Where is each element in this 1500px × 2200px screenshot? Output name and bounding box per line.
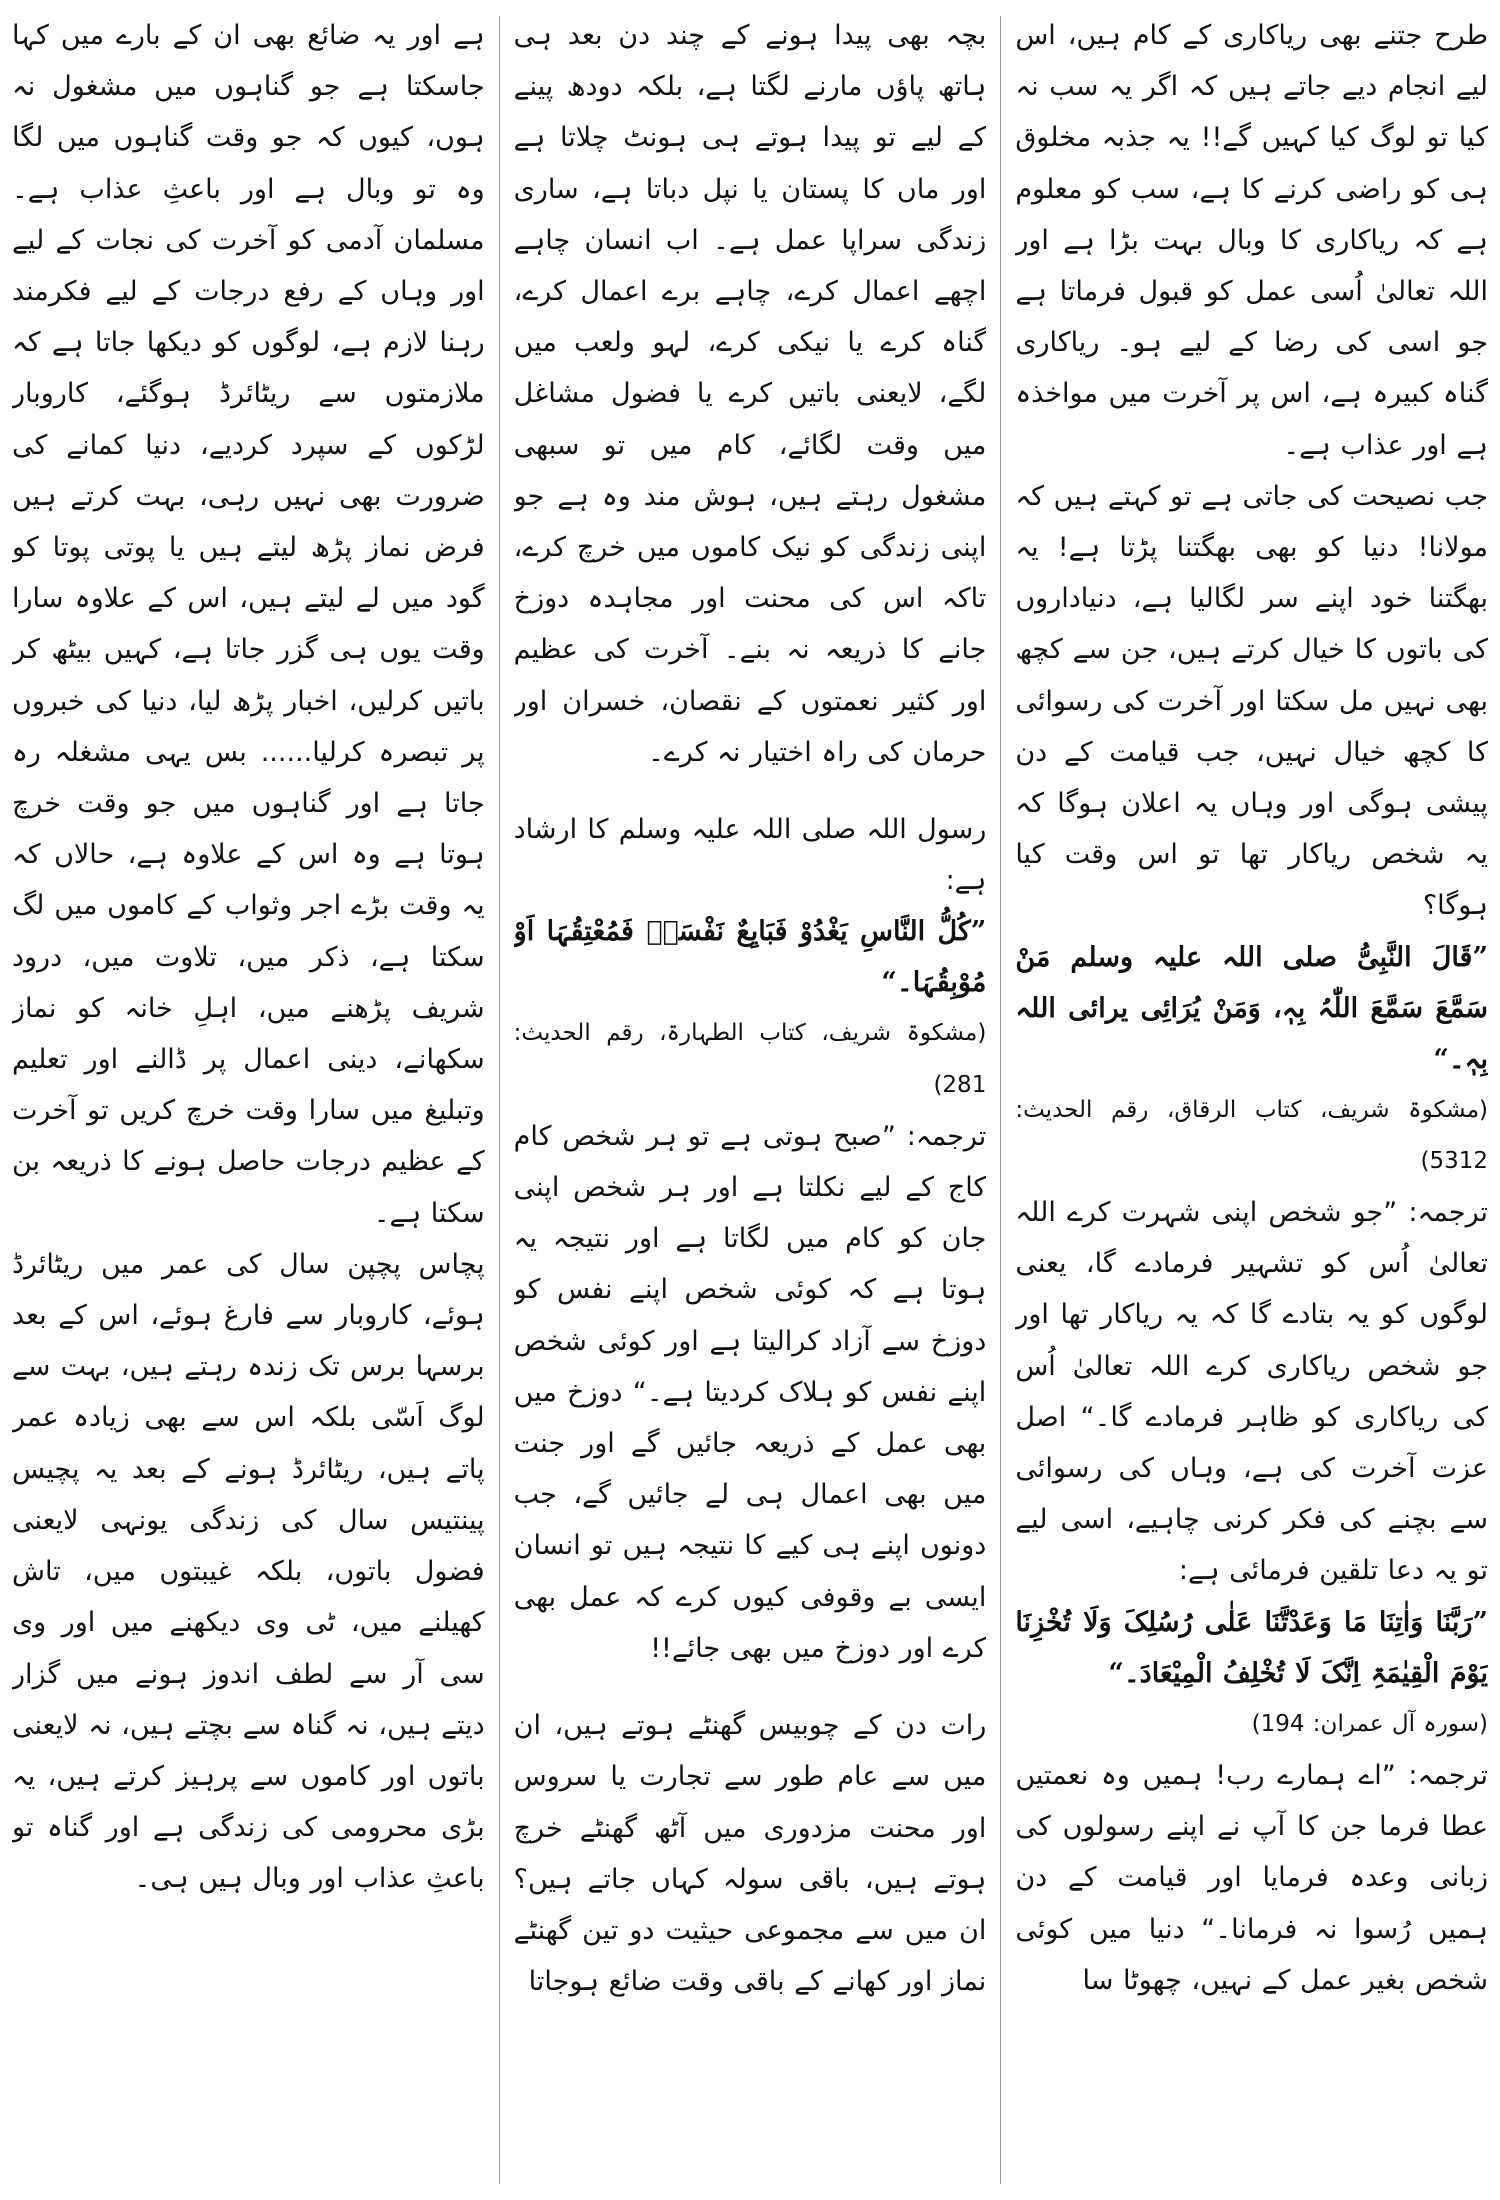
column-divider [499,16,500,2184]
column-right [1015,10,1488,2190]
paragraph: جب نصیحت کی جاتی ہے تو کہتے ہیں کہ مولانا! دنیا کو بھی بھگتنا پڑتا ہے! یہ بھگتنا خود اپنے سر لگالیا ہے، دنیاداروں کی باتوں کا خیال کرتے ہیں، جن سے کچھ بھی نہیں مل سکتا اور آخرت کی رسوائی کا کچھ خیال نہیں، جب قیامت کے دن پیشی ہوگی اور وہاں یہ اعلان ہوگا کہ یہ شخص ریاکار تھا تو اس وقت کیا ہوگا؟ [1015,480,1488,922]
paragraph: رسول اللہ صلی اللہ علیہ وسلم کا ارشاد ہے: [513,814,987,897]
column-divider [1000,16,1001,2184]
paragraph: ترجمہ: ”صبح ہوتی ہے تو ہر شخص کام کاج کے لیے نکلتا ہے اور ہر شخص اپنی جان کو کام میں لگاتا ہے اور نتیجہ یہ ہوتا ہے کہ کوئی شخص اپنے نفس کو دوزخ سے آزاد کرالیتا ہے اور کوئی شخص اپنے نفس کو ہلاک کردیتا ہے۔“ دوزخ میں بھی عمل کے ذریعہ جائیں گے اور جنت میں بھی اعمال ہی لے جائیں گے، جب دونوں اپنے ہی کیے کا نتیجہ ہیں تو انسان ایسی بے وقوفی کیوں کرے کہ عمل بھی کرے اور دوزخ میں بھی جائے!! [513,1120,987,1664]
paragraph: ترجمہ: ”اے ہمارے رب! ہمیں وہ نعمتیں عطا فرما جن کا آپ نے اپنے رسولوں کی زبانی وعدہ فرمایا اور قیامت کے دن ہمیں رُسوا نہ فرمانا۔“ دنیا میں کوئی شخص بغیر عمل کے نہیں، چھوٹا سا [1015,1759,1488,1996]
paragraph: بچہ بھی پیدا ہونے کے چند دن بعد ہی ہاتھ پاؤں مارنے لگتا ہے، بلکہ دودھ پینے کے لیے تو پیدا ہوتے ہی ہونٹ چلاتا ہے اور ماں کا پستان یا نپل دباتا ہے، ساری زندگی سراپا عمل ہے۔ اب انسان چاہے اچھے اعمال کرے، چاہے برے اعمال کرے، گناہ کرے یا نیکی کرے، لہو ولعب میں لگے، لایعنی باتیں کرے یا فضول مشاغل میں وقت لگائے، کام میں تو سبھی مشغول رہتے ہیں، ہوش مند وہ ہے جو اپنی زندگی کو نیک کاموں میں خرچ کرے، تاکہ اس کی محنت اور مجاہدہ دوزخ جانے کا ذریعہ نہ بنے۔ آخرت کی عظیم اور کثیر نعمتوں کے نقصان، خسران اور حرمان کی راہ اختیار نہ کرے۔ [513,20,987,768]
paragraph: پچاس پچپن سال کی عمر میں ریٹائرڈ ہوئے، کاروبار سے فارغ ہوئے، اس کے بعد برسہا برس تک زندہ رہتے ہیں، بہت سے لوگ اَسّی بلکہ اس سے بھی زیادہ عمر پاتے ہیں، ریٹائرڈ ہونے کے بعد یہ پچیس پینتیس سال کی زندگی یونہی لایعنی فضول باتوں، بلکہ غیبتوں میں، تاش کھیلنے میں، ٹی وی دیکھنے میں اور وی سی آر سے لطف اندوز ہونے میں گزار دیتے ہیں، نہ گناہ سے بچتے ہیں، نہ لایعنی باتوں اور کاموں سے پرہیز کرتے ہیں، یہ بڑی محرومی کی زندگی ہے اور گناہ تو باعثِ عذاب اور وبال ہیں ہی۔ [11,1248,485,1895]
spacer [514,778,987,804]
reference: (مشکوۃ شریف، کتاب الطہارۃ، رقم الحدیث: 281) [513,1020,987,1098]
paragraph: ترجمہ: ”جو شخص اپنی شہرت کرے اللہ تعالیٰ اُس کو تشہیر فرمادے گا، یعنی لوگوں کو یہ بتادے گا کہ یہ ریاکار تھا اور جو شخص ریاکاری کرے اللہ تعالیٰ اُس کی ریاکاری کو ظاہر فرمادے گا۔“ اصل عزت آخرت کی ہے، وہاں کی رسوائی سے بچنے کی فکر کرنی چاہیے، اسی لیے تو یہ دعا تلقین فرمائی ہے: [1015,1197,1488,1587]
paragraph: رات دن کے چوبیس گھنٹے ہوتے ہیں، ان میں سے عام طور سے تجارت یا سروس اور محنت مزدوری میں آٹھ گھنٹے خرچ ہوتے ہیں، باقی سولہ کہاں جاتے ہیں؟ ان میں سے مجموعی حیثیت دو تین گھنٹے نماز اور کھانے کے باقی وقت ضائع ہوجاتا [513,1710,987,1998]
column-middle [514,10,987,2190]
spacer [514,1674,987,1700]
paragraph: طرح جتنے بھی ریاکاری کے کام ہیں، اس لیے انجام دیے جاتے ہیں کہ اگر یہ سب نہ کیا تو لوگ کیا کہیں گے!! یہ جذبہ مخلوق ہی کو راضی کرنے کا ہے، سب کو معلوم ہے کہ ریاکاری کا وبال بہت بڑا ہے اور اللہ تعالیٰ اُسی عمل کو قبول فرماتا ہے جو اسی کی رضا کے لیے ہو۔ ریاکاری گناہ کبیرہ ہے، اس پر آخرت میں مواخذہ ہے اور عذاب ہے۔ [1015,20,1488,461]
arabic-verse: ”رَبَّنَا وَاٰتِنَا مَا وَعَدْتَّنَا عَلٰی رُسُلِکَ وَلَا تُخْزِنَا یَوْمَ الْقِیٰمَۃِ اِنَّکَ لَا تُخْلِفُ الْمِیْعَادَ۔“ [1015,1606,1488,1689]
reference: (مشکوۃ شریف، کتاب الرقاق، رقم الحدیث: 5312) [1015,1096,1488,1174]
arabic-hadith: ”کُلُّ النَّاسِ یَغْدُوْ فَبَایِعٌ نَفْسَہٗ فَمُعْتِقُہَا اَوْ مُوْبِقُہَا۔“ [513,916,987,999]
paragraph: ہے اور یہ ضائع بھی ان کے بارے میں کہا جاسکتا ہے جو گناہوں میں مشغول نہ ہوں، کیوں کہ جو وقت گناہوں میں لگا وہ تو وبال ہے اور باعثِ عذاب ہے۔ مسلمان آدمی کو آخرت کی نجات کے لیے اور وہاں کے رفع درجات کے لیے فکرمند رہنا لازم ہے، لوگوں کو دیکھا جاتا ہے کہ ملازمتوں سے ریٹائرڈ ہوگئے، کاروبار لڑکوں کے سپرد کردیے، دنیا کمانے کی ضرورت بھی نہیں رہی، بہت کرتے ہیں فرض نماز پڑھ لیتے ہیں یا پوتی پوتا کو گود میں لے لیتے ہیں، اس کے علاوہ سارا وقت یوں ہی گزر جاتا ہے، کہیں بیٹھ کر باتیں کرلیں، اخبار پڑھ لیا، دنیا کی خبروں پر تبصرہ کرلیا...... بس یہی مشغلہ رہ جاتا ہے اور گناہوں میں جو وقت خرچ ہوتا ہے وہ اس کے علاوہ ہے، حالاں کہ یہ وقت بڑے اجر وثواب کے کاموں میں لگ سکتا ہے، ذکر میں، تلاوت میں، درود شریف پڑھنے میں، اہلِ خانہ کو نماز سکھانے، دینی اعمال پر ڈالنے اور تعلیم وتبلیغ میں سارا وقت خرچ کریں تو آخرت کے عظیم درجات حاصل ہونے کا ذریعہ بن سکتا ہے۔ [11,20,485,1229]
newspaper-page [12,10,1488,2190]
arabic-hadith: ”قَالَ النَّبِیُّ صلی اللہ علیہ وسلم مَنْ سَمَّعَ سَمَّعَ اللّٰہُ بِہٖ، وَمَنْ یُرَائِی یرائی اللہ بِہٖ۔“ [1015,941,1488,1075]
column-left [12,10,485,2190]
reference: (سورہ آل عمران: 194) [1251,1710,1488,1737]
